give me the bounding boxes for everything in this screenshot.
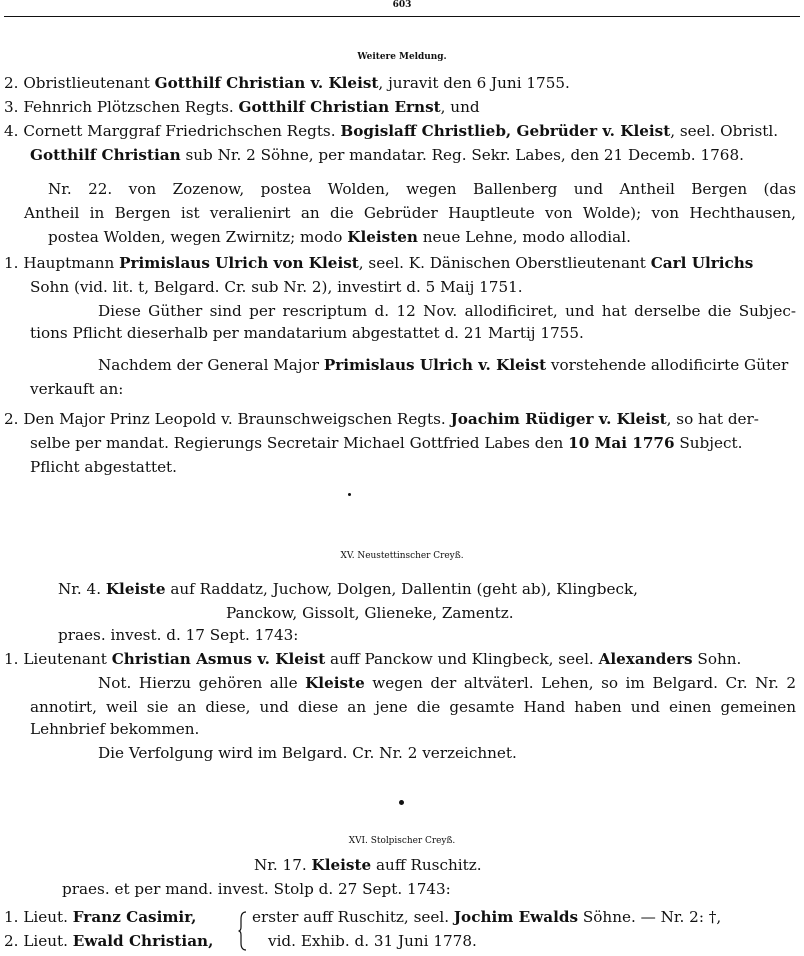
xv-item1: 1. Lieutenant Christian Asmus v. Kleist auff Panckow und Klingbeck, seel. Alexanders Sohn. — [4, 650, 742, 668]
xv-note: Not. Hierzu gehören alle Kleiste wegen der altväterl. Lehen, so im Belgard. Cr. Nr. 2 — [98, 674, 796, 692]
xvi-row: 1. Lieut. Franz Casimir, — [4, 908, 197, 926]
xv-heading: XV. Neustettinscher Creyß. — [340, 551, 464, 561]
brace-icon — [238, 911, 248, 951]
nr22-line: Antheil in Bergen ist veralienirt an die Gebrüder Hauptleute von Wolde); von Hechthausen, — [24, 204, 796, 222]
xv-subheading: Nr. 4. Kleiste auf Raddatz, Juchow, Dolgen, Dallentin (geht ab), Klingbeck, — [58, 580, 638, 598]
xv-note: annotirt, weil sie an diese, und diese an jene die gesamte Hand haben und einen gemeinen — [30, 698, 796, 716]
nr22-item1: 1. Hauptmann Primislaus Ulrich von Kleist, seel. K. Dänischen Oberstlieutenant Carl Ulrichs — [4, 254, 754, 272]
separator-dot — [348, 493, 351, 496]
nr22-item2: 2. Den Major Prinz Leopold v. Braunschweigschen Regts. Joachim Rüdiger v. Kleist, so hat der- — [4, 410, 759, 428]
xv-praes: praes. invest. d. 17 Sept. 1743: — [58, 626, 299, 644]
xvi-row: vid. Exhib. d. 31 Juni 1778. — [268, 932, 477, 950]
nr22-line: Diese Güther sind per rescriptum d. 12 Nov. allodificiret, und hat derselbe die Subjec- — [98, 302, 796, 320]
nr22-line: tions Pflicht dieserhalb per mandatarium abgestattet d. 21 Martij 1755. — [30, 324, 584, 342]
header-rule — [4, 16, 800, 17]
nr22-line: Nr. 22. von Zozenow, postea Wolden, wegen Ballenberg und Antheil Bergen (das — [48, 180, 796, 198]
entry-line: Gotthilf Christian sub Nr. 2 Söhne, per mandatar. Reg. Sekr. Labes, den 21 Decemb. 1768. — [30, 146, 744, 164]
xvi-heading: XVI. Stolpischer Creyß. — [348, 836, 456, 846]
nr22-line: selbe per mandat. Regierungs Secretair Michael Gottfried Labes den 10 Mai 1776 Subject. — [30, 434, 743, 452]
page-number: 603 — [392, 0, 412, 10]
xv-verfolgung: Die Verfolgung wird im Belgard. Cr. Nr. 2 verzeichnet. — [98, 744, 517, 762]
nr22-line: Sohn (vid. lit. t, Belgard. Cr. sub Nr. 2), investirt d. 5 Maij 1751. — [30, 278, 523, 296]
separator-dot — [399, 800, 404, 805]
xvi-row: 2. Lieut. Ewald Christian, — [4, 932, 214, 950]
entry-line: 2. Obristlieutenant Gotthilf Christian v. Kleist, juravit den 6 Juni 1755. — [4, 74, 570, 92]
nr22-line: postea Wolden, wegen Zwirnitz; modo Kleisten neue Lehne, modo allodial. — [48, 228, 631, 246]
xvi-subheading: Nr. 17. Kleiste auff Ruschitz. — [254, 856, 482, 874]
xvi-praes: praes. et per mand. invest. Stolp d. 27 Sept. 1743: — [62, 880, 451, 898]
xv-note: Lehnbrief bekommen. — [30, 720, 200, 738]
weitere-heading: Weitere Meldung. — [357, 52, 447, 62]
xvi-row: erster auff Ruschitz, seel. Jochim Ewalds Söhne. — Nr. 2: †, — [252, 908, 722, 926]
entry-line: 3. Fehnrich Plötzschen Regts. Gotthilf Christian Ernst, und — [4, 98, 480, 116]
entry-line: 4. Cornett Marggraf Friedrichschen Regts. Bogislaff Christlieb, Gebrüder v. Kleist, seel. Obristl. — [4, 122, 779, 140]
nr22-line: Pflicht abgestattet. — [30, 458, 177, 476]
xv-subheading: Panckow, Gissolt, Glieneke, Zamentz. — [226, 604, 514, 622]
nr22-line: Nachdem der General Major Primislaus Ulrich v. Kleist vorstehende allodificirte Güter — [98, 356, 789, 374]
nr22-line: verkauft an: — [30, 380, 124, 398]
